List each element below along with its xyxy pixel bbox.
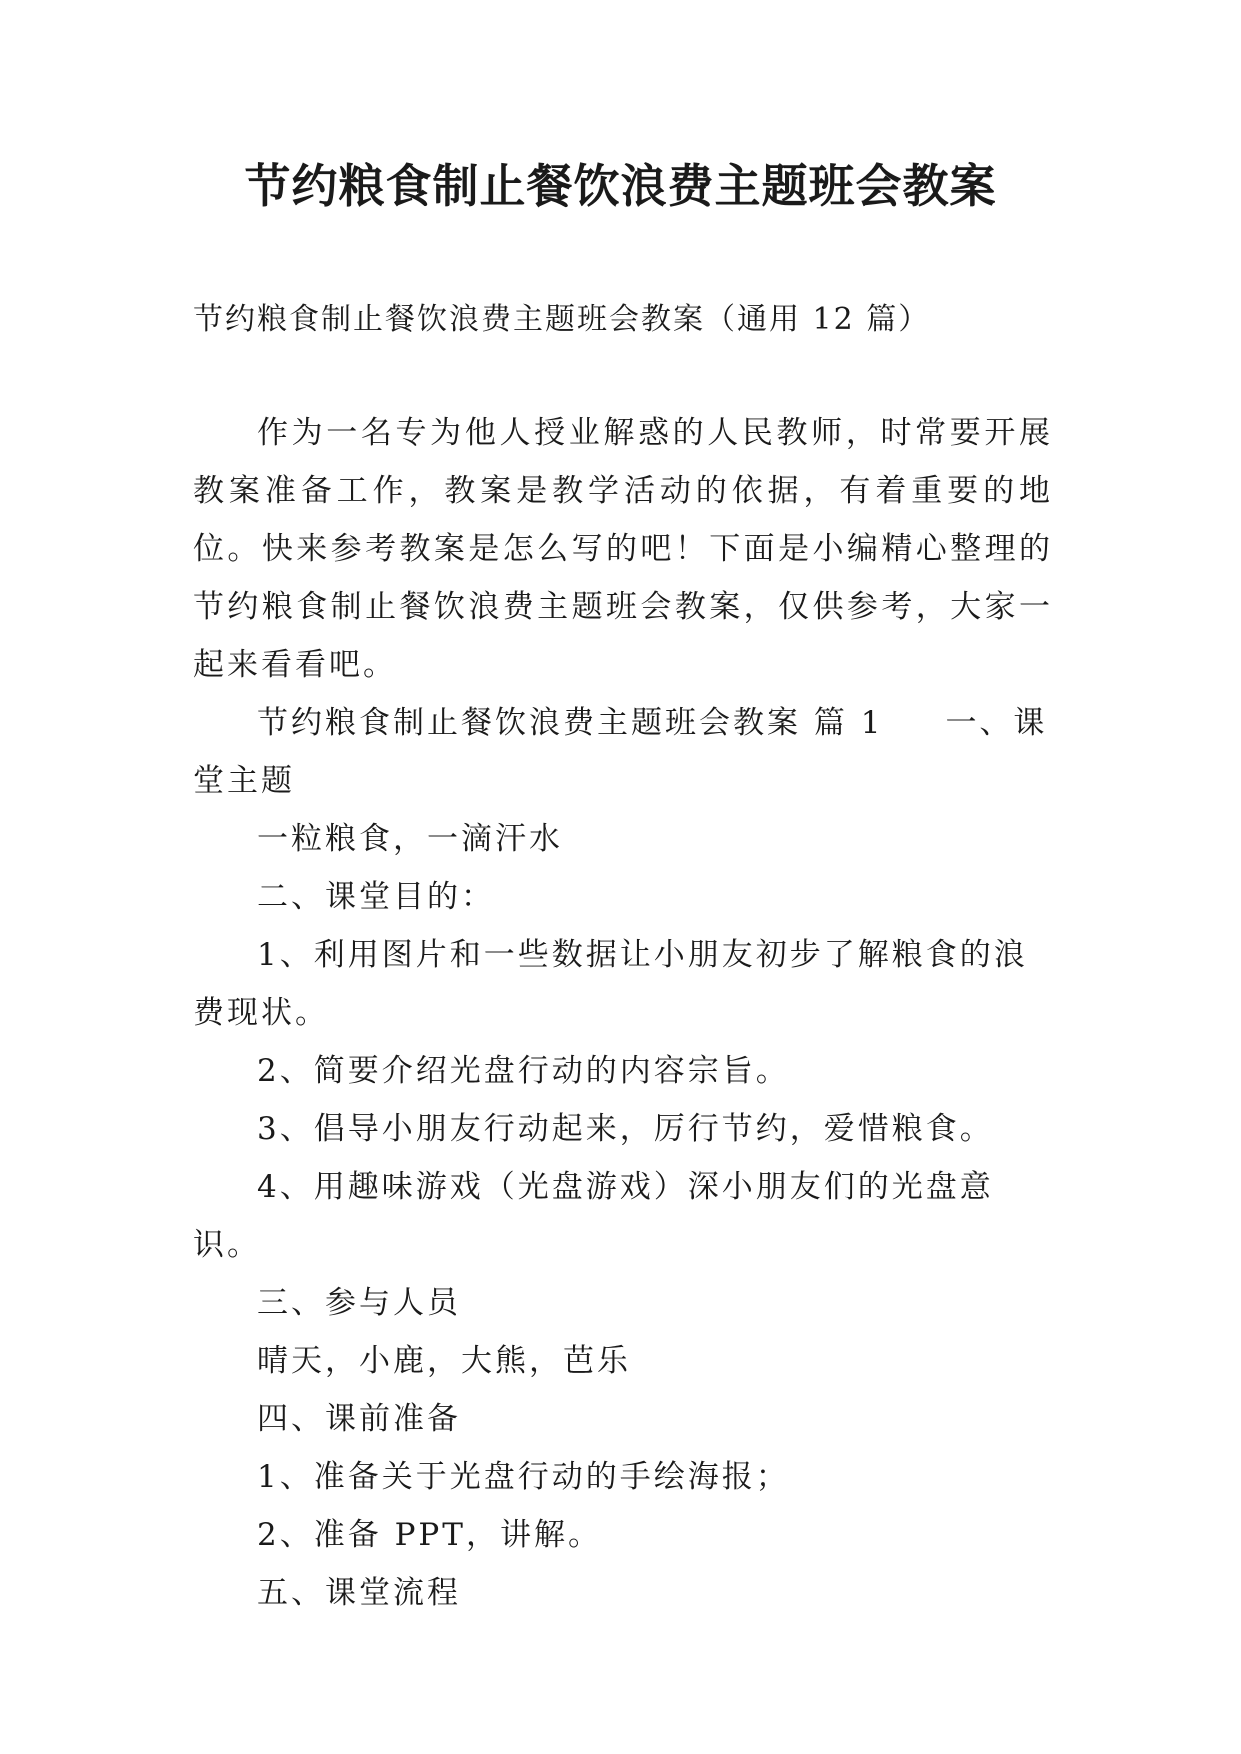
document-title: 节约粮食制止餐饮浪费主题班会教案 [244,159,997,213]
body-line: 一粒粮食，一滴汗水 [257,821,563,857]
body-line: 五、课堂流程 [257,1575,461,1611]
body-line: 1、准备关于光盘行动的手绘海报； [257,1459,790,1495]
section-topic-heading: 一、课堂主题 [193,705,1048,799]
body-line: 2、简要介绍光盘行动的内容宗旨。 [257,1053,790,1089]
body-line: 4、用趣味游戏（光盘游戏）深小朋友们的光盘意识。 [193,1169,994,1263]
body-line: 三、参与人员 [257,1285,461,1321]
document-body [193,404,1053,1622]
body-line: 2、准备 PPT，讲解。 [257,1517,602,1553]
body-line: 二、课堂目的： [257,879,495,915]
body-line: 晴天，小鹿，大熊，芭乐 [257,1343,631,1379]
body-line: 3、倡导小朋友行动起来，厉行节约，爱惜粮食。 [257,1111,994,1147]
section-heading-label: 节约粮食制止餐饮浪费主题班会教案 篇 1 [257,705,884,741]
section-heading [193,694,1053,810]
body-line: 四、课前准备 [257,1401,461,1437]
intro-paragraph: 作为一名专为他人授业解惑的人民教师，时常要开展教案准备工作，教案是教学活动的依据，有着重要的地位。快来参考教案是怎么写的吧！下面是小编精心整理的节约粮食制止餐饮浪费主题班会教案，仅供参考，大家一起来看看吧。 [193,415,1053,683]
body-line: 1、利用图片和一些数据让小朋友初步了解粮食的浪费现状。 [193,937,1028,1031]
document-subtitle: 节约粮食制止餐饮浪费主题班会教案（通用 12 篇） [193,302,931,337]
